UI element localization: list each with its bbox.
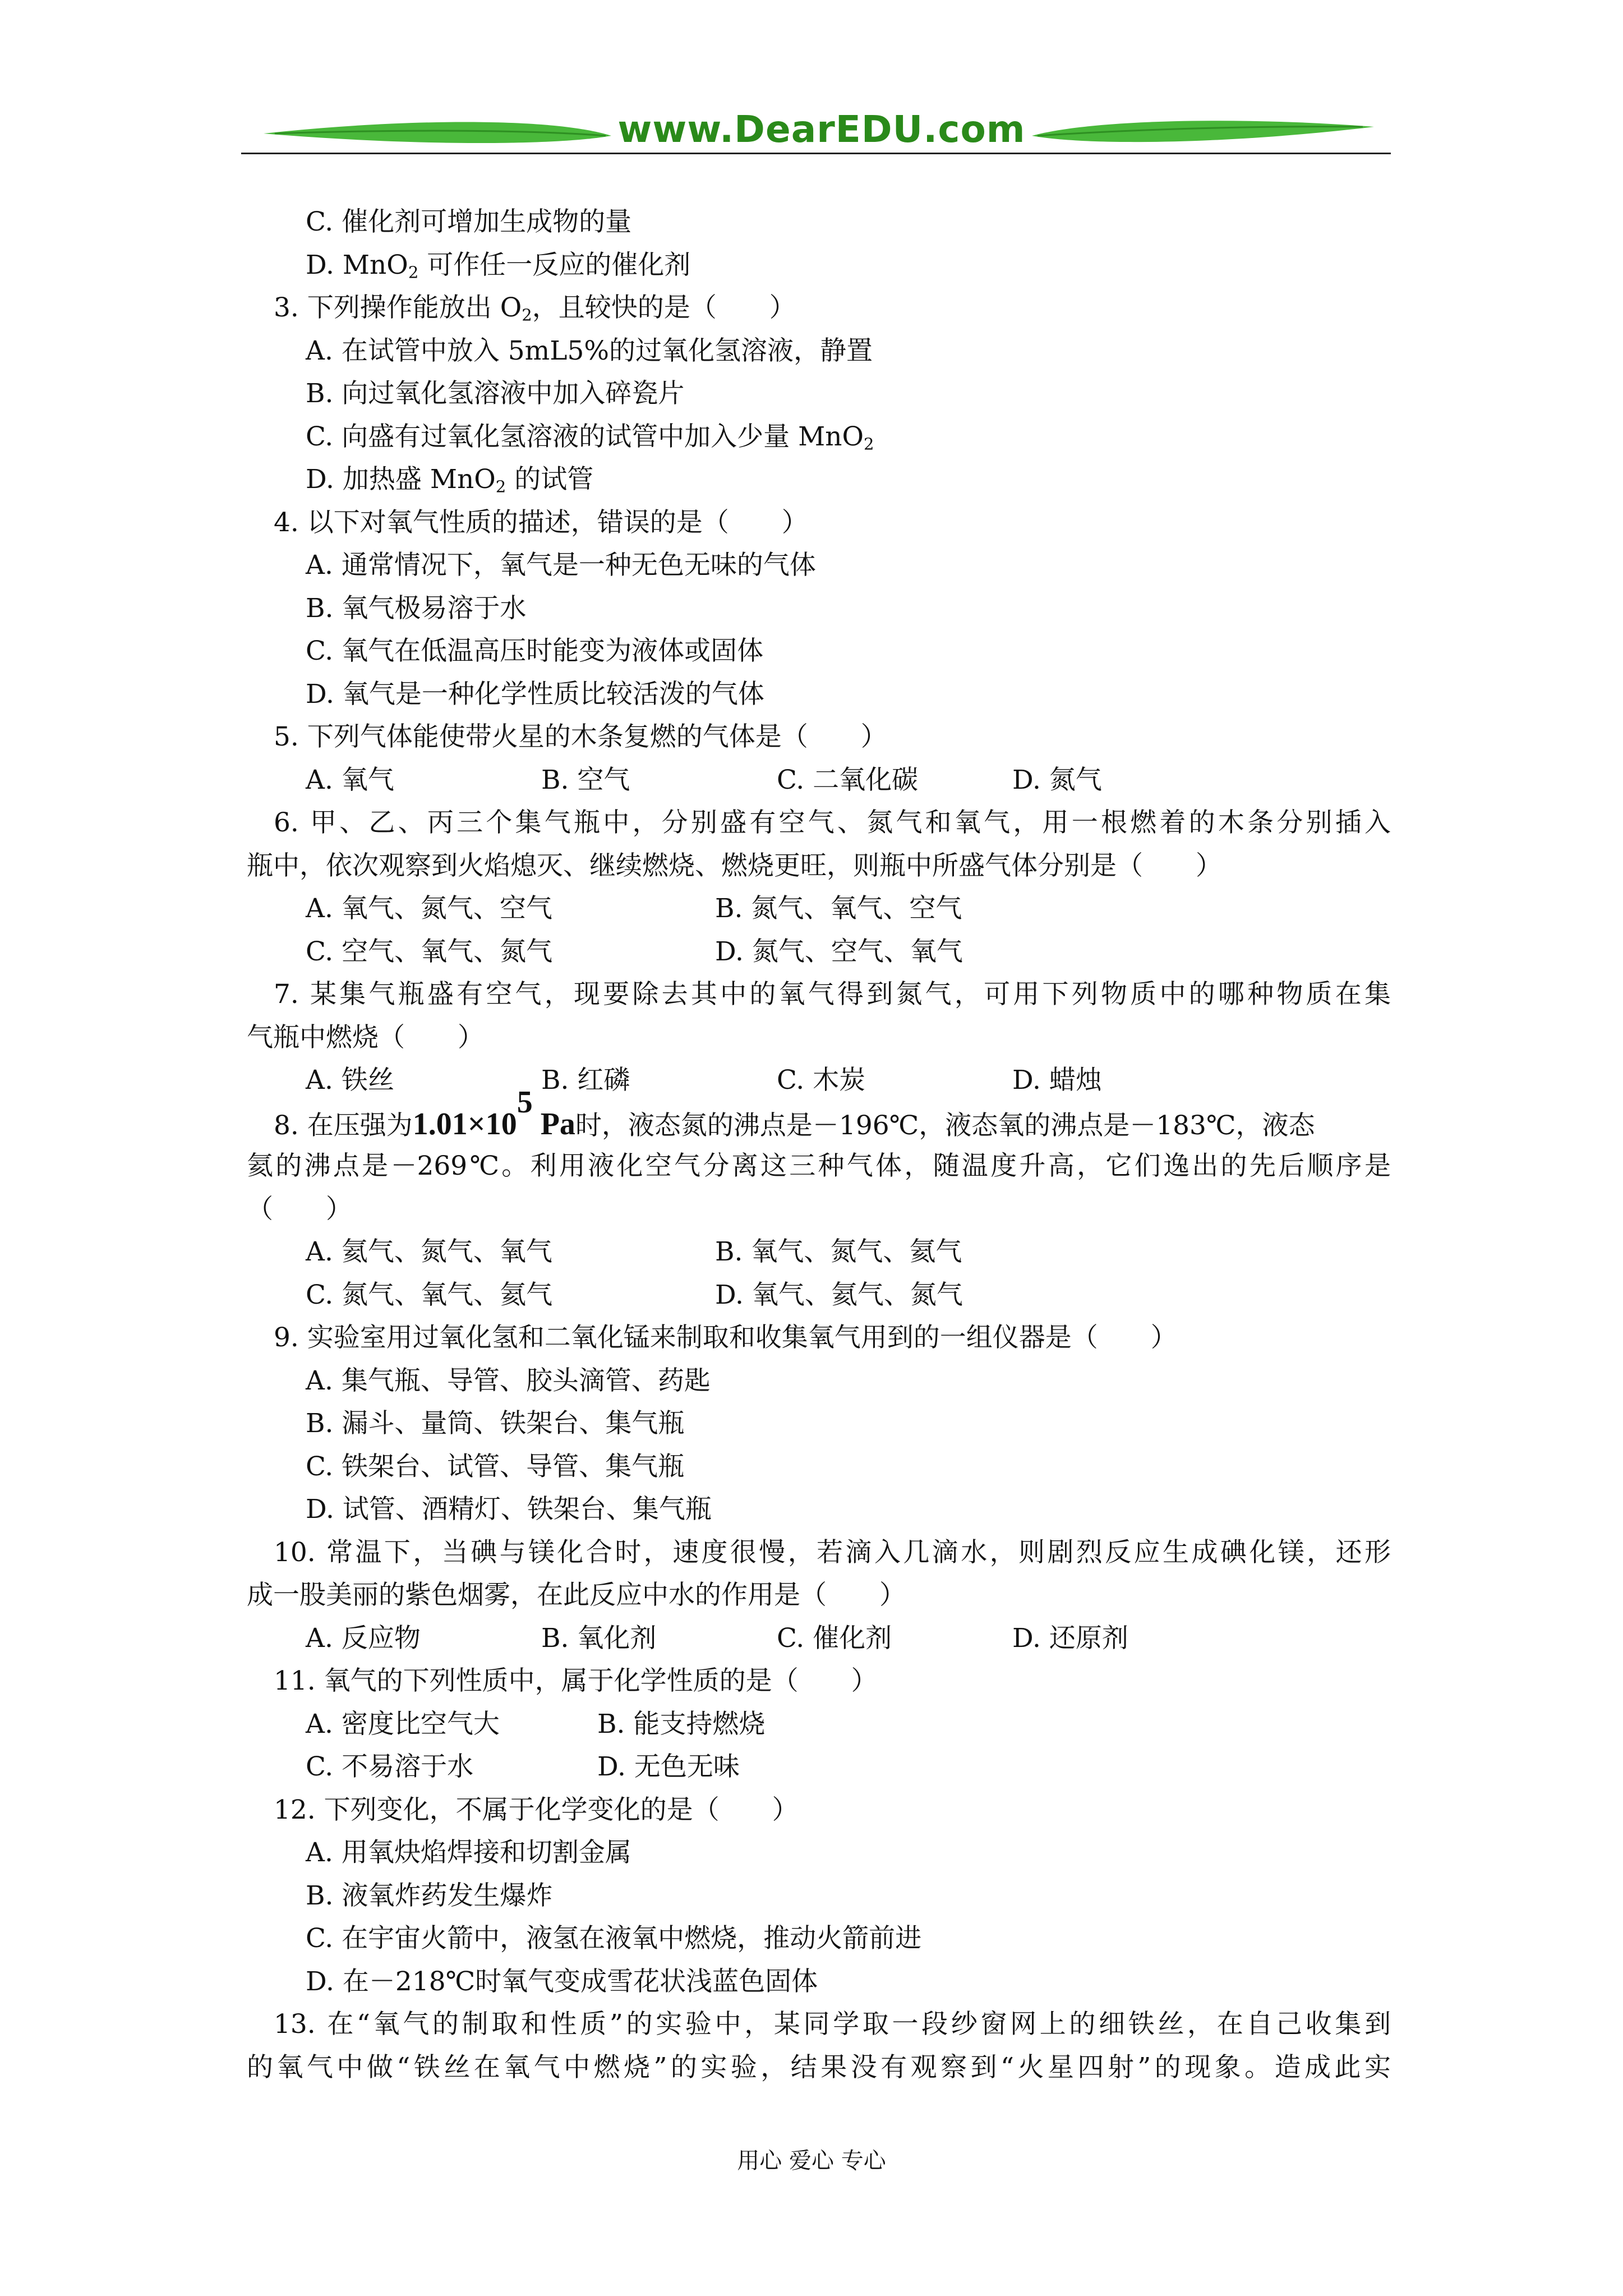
site-header [241,107,1391,157]
option-line: D. 试管、酒精灯、铁架台、集气瓶 [306,1494,712,1525]
option-b: B. 空气 [541,764,630,795]
option-d: D. 氧气、氦气、氮气 [715,1279,963,1310]
option-c: C. 不易溶于水 [306,1751,474,1782]
option-line: C. 催化剂可增加生成物的量 [306,206,632,237]
question-12: 12. 下列变化，不属于化学变化的是（ ） [274,1794,799,1825]
option-c: C. 催化剂 [777,1622,892,1654]
question-6-cont: 瓶中，依次观察到火焰熄灭、继续燃烧、燃烧更旺，则瓶中所盛气体分别是（ ） [247,850,1222,881]
option-line: A. 用氧炔焰焊接和切割金属 [306,1837,631,1868]
option-line: D. 氧气是一种化学性质比较活泼的气体 [306,678,764,710]
exam-content [247,201,1391,2089]
option-line: A. 集气瓶、导管、胶头滴管、药匙 [306,1365,711,1396]
option-line: C. 氧气在低温高压时能变为液体或固体 [306,636,764,666]
question-13: 13. 在“氧气的制取和性质”的实验中，某同学取一段纱窗网上的细铁丝，在自己收集到 [274,2009,1391,2040]
option-c: C. 木炭 [777,1065,866,1096]
question-8: 8. 在压强为$1.01\times 10^5$ Pa时，液态氮的沸点是－196℃，液态氧的沸点是－183℃，液态 [274,1084,1315,1142]
option-d: D. 还原剂 [1012,1622,1128,1654]
option-line: D. 加热盛 MnO$_2$ 的试管 [306,464,594,496]
question-11: 11. 氧气的下列性质中，属于化学性质的是（ ） [274,1665,878,1696]
option-line: D. 在－218℃时氧气变成雪花状浅蓝色固体 [306,1966,818,1997]
site-logo-text[interactable]: www.DearEDU.com [617,108,1026,151]
option-line: B. 液氧炸药发生爆炸 [306,1880,553,1911]
option-a: A. 氧气、氮气、空气 [306,893,552,924]
question-7-cont: 气瓶中燃烧（ ） [247,1022,484,1053]
question-5: 5. 下列气体能使带火星的木条复燃的气体是（ ） [274,721,887,752]
option-d: D. 无色无味 [597,1751,740,1782]
question-7: 7. 某集气瓶盛有空气，现要除去其中的氧气得到氮气，可用下列物质中的哪种物质在集 [274,979,1391,1010]
option-row [247,1746,1391,1789]
option-c: C. 二氧化碳 [777,764,919,795]
option-line: B. 漏斗、量筒、铁架台、集气瓶 [306,1408,685,1439]
option-c: C. 空气、氧气、氮气 [306,936,553,967]
option-row [247,1059,1391,1102]
question-3: 3. 下列操作能放出 $O_2$，且较快的是（ ） [274,292,796,325]
option-row [247,1703,1391,1746]
option-line: C. 向盛有过氧化氢溶液的试管中加入少量 MnO$_2$ [306,421,874,453]
question-8-cont: （ ） [247,1193,352,1225]
option-line: A. 通常情况下，氧气是一种无色无味的气体 [306,550,816,581]
option-d: D. 蜡烛 [1012,1065,1102,1096]
question-10: 10. 常温下，当碘与镁化合时，速度很慢，若滴入几滴水，则剧烈反应生成碘化镁，还形 [274,1536,1391,1568]
page-footer: 用心 爱心 专心 [737,2148,886,2174]
question-13-cont: 的氧气中做“铁丝在氧气中燃烧”的实验，结果没有观察到“火星四射”的现象。造成此实 [247,2051,1391,2083]
question-6: 6. 甲、乙、丙三个集气瓶中，分别盛有空气、氮气和氧气，用一根燃着的木条分别插入 [274,807,1391,838]
option-d: D. 氮气、空气、氧气 [715,936,963,967]
option-line: C. 铁架台、试管、导管、集气瓶 [306,1451,685,1482]
option-b: B. 氧化剂 [541,1622,657,1654]
option-d: D. 氮气 [1012,764,1102,795]
option-c: C. 氮气、氧气、氦气 [306,1279,553,1310]
option-row [247,1617,1391,1660]
option-line: A. 在试管中放入 5mL5%的过氧化氢溶液，静置 [306,335,873,366]
option-a: A. 氧气 [306,764,394,795]
option-b: B. 红磷 [541,1065,630,1096]
option-b: B. 能支持燃烧 [597,1708,766,1740]
option-a: A. 氦气、氮气、氧气 [306,1236,552,1267]
option-row [247,1231,1391,1274]
question-10-cont: 成一股美丽的紫色烟雾，在此反应中水的作用是（ ） [247,1580,906,1611]
option-line: C. 在宇宙火箭中，液氢在液氧中燃烧，推动火箭前进 [306,1923,922,1954]
option-row [247,759,1391,802]
option-line: B. 氧气极易溶于水 [306,592,527,624]
option-line: D. MnO$_2$ 可作任一反应的催化剂 [306,249,691,282]
option-row [247,887,1391,931]
question-9: 9. 实验室用过氧化氢和二氧化锰来制取和收集氧气用到的一组仪器是（ ） [274,1322,1177,1353]
option-a: A. 反应物 [306,1622,421,1654]
option-b: B. 氮气、氧气、空气 [715,893,962,924]
question-8-cont: 氦的沸点是－269℃。利用液化空气分离这三种气体，随温度升高，它们逸出的先后顺序是 [247,1151,1391,1181]
question-4: 4. 以下对氧气性质的描述，错误的是（ ） [274,507,808,538]
option-row [247,931,1391,974]
option-b: B. 氧气、氮气、氦气 [715,1236,962,1267]
option-row [247,1274,1391,1317]
option-a: A. 铁丝 [306,1065,394,1096]
option-a: A. 密度比空气大 [306,1708,500,1740]
option-line: B. 向过氧化氢溶液中加入碎瓷片 [306,378,685,409]
header-rule [241,153,1391,154]
